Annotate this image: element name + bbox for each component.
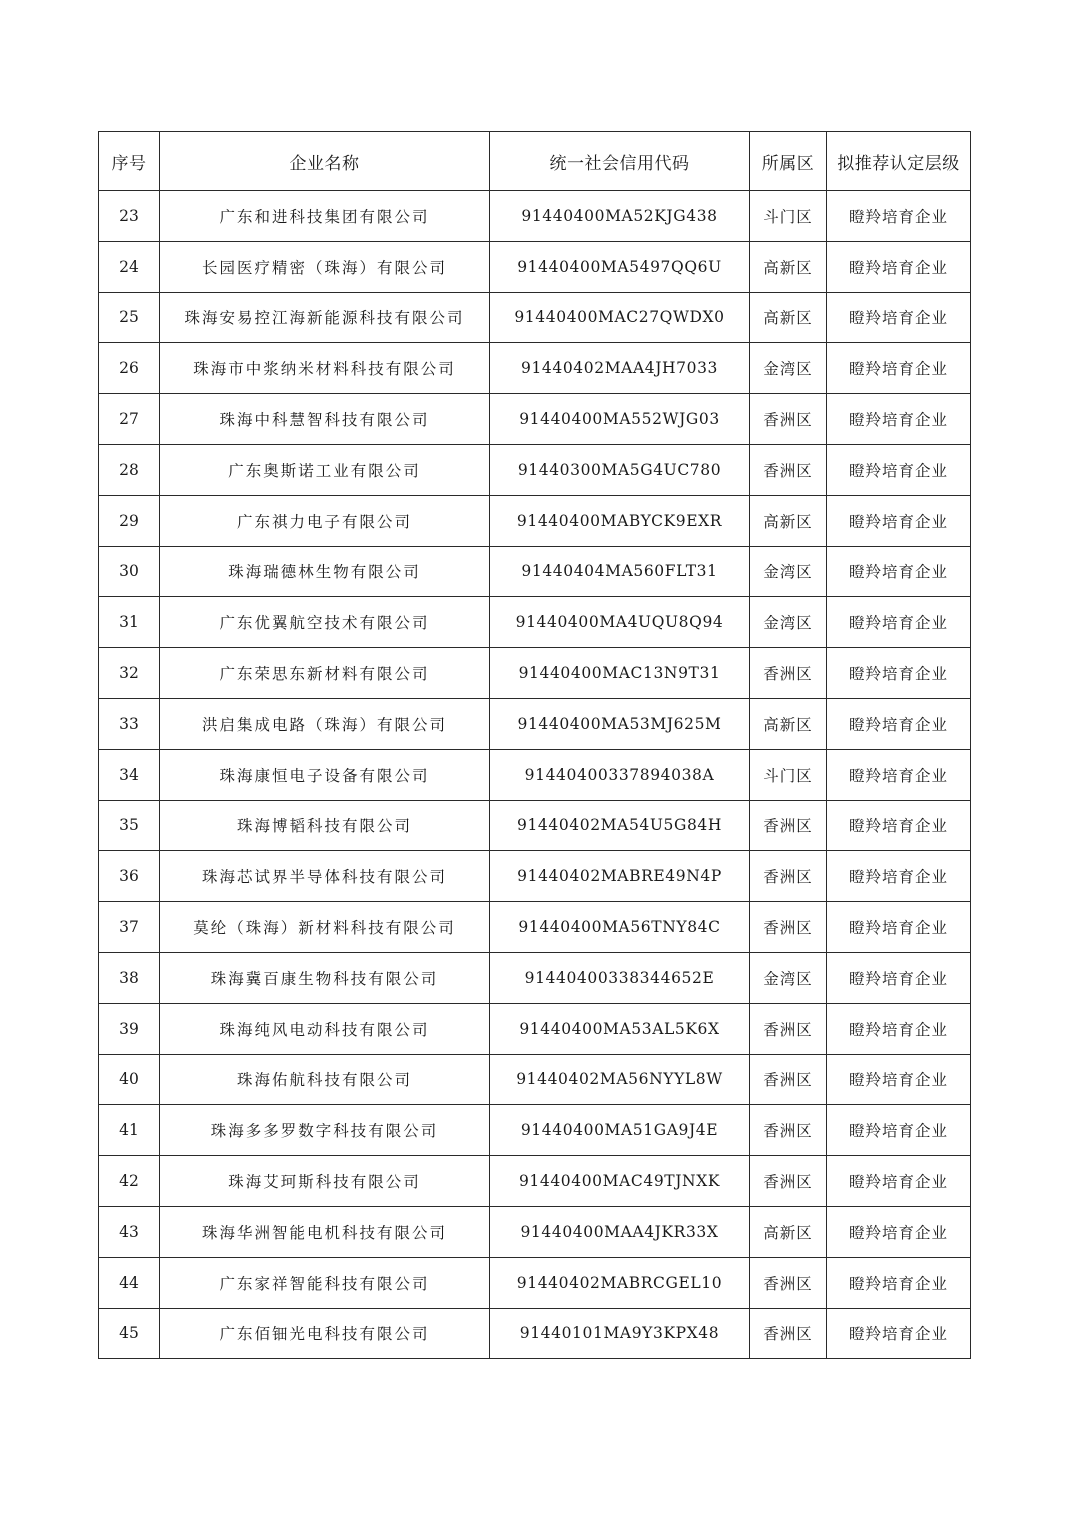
serial-cell: 33 bbox=[99, 698, 160, 749]
level-cell: 瞪羚培育企业 bbox=[827, 902, 971, 953]
header-company-name: 企业名称 bbox=[160, 132, 490, 191]
serial-cell: 34 bbox=[99, 749, 160, 800]
credit-code-cell: 91440400MA52KJG438 bbox=[490, 191, 750, 242]
district-cell: 金湾区 bbox=[750, 952, 827, 1003]
header-serial: 序号 bbox=[99, 132, 160, 191]
serial-cell: 36 bbox=[99, 851, 160, 902]
serial-cell: 39 bbox=[99, 1003, 160, 1054]
level-cell: 瞪羚培育企业 bbox=[827, 1054, 971, 1105]
level-cell: 瞪羚培育企业 bbox=[827, 1257, 971, 1308]
table-row bbox=[99, 1308, 971, 1359]
district-cell: 高新区 bbox=[750, 292, 827, 343]
company-name-cell: 珠海安易控江海新能源科技有限公司 bbox=[160, 292, 490, 343]
serial-cell: 30 bbox=[99, 546, 160, 597]
company-name-cell: 珠海博韬科技有限公司 bbox=[160, 800, 490, 851]
company-name-cell: 珠海芯试界半导体科技有限公司 bbox=[160, 851, 490, 902]
company-name-cell: 莫纶（珠海）新材料科技有限公司 bbox=[160, 902, 490, 953]
district-cell: 香洲区 bbox=[750, 800, 827, 851]
table-row bbox=[99, 495, 971, 546]
district-cell: 香洲区 bbox=[750, 648, 827, 699]
district-cell: 香洲区 bbox=[750, 1105, 827, 1156]
company-name-cell: 珠海冀百康生物科技有限公司 bbox=[160, 952, 490, 1003]
level-cell: 瞪羚培育企业 bbox=[827, 495, 971, 546]
level-cell: 瞪羚培育企业 bbox=[827, 444, 971, 495]
table-row bbox=[99, 292, 971, 343]
serial-cell: 27 bbox=[99, 394, 160, 445]
credit-code-cell: 91440400MA51GA9J4E bbox=[490, 1105, 750, 1156]
enterprise-table bbox=[98, 131, 971, 1359]
credit-code-cell: 91440400MA53MJ625M bbox=[490, 698, 750, 749]
credit-code-cell: 91440400MA56TNY84C bbox=[490, 902, 750, 953]
serial-cell: 45 bbox=[99, 1308, 160, 1359]
district-cell: 高新区 bbox=[750, 495, 827, 546]
district-cell: 斗门区 bbox=[750, 191, 827, 242]
table-header-row bbox=[99, 132, 971, 191]
company-name-cell: 珠海华洲智能电机科技有限公司 bbox=[160, 1206, 490, 1257]
level-cell: 瞪羚培育企业 bbox=[827, 1003, 971, 1054]
district-cell: 香洲区 bbox=[750, 1054, 827, 1105]
table-row bbox=[99, 851, 971, 902]
credit-code-cell: 91440402MABRCGEL10 bbox=[490, 1257, 750, 1308]
credit-code-cell: 91440400MABYCK9EXR bbox=[490, 495, 750, 546]
company-name-cell: 广东荣思东新材料有限公司 bbox=[160, 648, 490, 699]
table-row bbox=[99, 749, 971, 800]
table-row bbox=[99, 597, 971, 648]
serial-cell: 40 bbox=[99, 1054, 160, 1105]
credit-code-cell: 914404003378940​38A bbox=[490, 749, 750, 800]
table-row bbox=[99, 191, 971, 242]
table-row bbox=[99, 1003, 971, 1054]
serial-cell: 29 bbox=[99, 495, 160, 546]
header-district: 所属区 bbox=[750, 132, 827, 191]
company-name-cell: 广东佰钿光电科技有限公司 bbox=[160, 1308, 490, 1359]
company-name-cell: 珠海艾珂斯科技有限公司 bbox=[160, 1156, 490, 1207]
district-cell: 金湾区 bbox=[750, 597, 827, 648]
company-name-cell: 珠海瑞德林生物有限公司 bbox=[160, 546, 490, 597]
serial-cell: 41 bbox=[99, 1105, 160, 1156]
level-cell: 瞪羚培育企业 bbox=[827, 698, 971, 749]
table-row bbox=[99, 394, 971, 445]
district-cell: 香洲区 bbox=[750, 1308, 827, 1359]
table-row bbox=[99, 1257, 971, 1308]
district-cell: 香洲区 bbox=[750, 1156, 827, 1207]
level-cell: 瞪羚培育企业 bbox=[827, 800, 971, 851]
level-cell: 瞪羚培育企业 bbox=[827, 1206, 971, 1257]
serial-cell: 28 bbox=[99, 444, 160, 495]
credit-code-cell: 91440404MA560FLT31 bbox=[490, 546, 750, 597]
level-cell: 瞪羚培育企业 bbox=[827, 952, 971, 1003]
header-level: 拟推荐认定层级 bbox=[827, 132, 971, 191]
table-row bbox=[99, 241, 971, 292]
level-cell: 瞪羚培育企业 bbox=[827, 1156, 971, 1207]
district-cell: 高新区 bbox=[750, 241, 827, 292]
company-name-cell: 珠海佑航科技有限公司 bbox=[160, 1054, 490, 1105]
company-name-cell: 珠海纯风电动科技有限公司 bbox=[160, 1003, 490, 1054]
district-cell: 香洲区 bbox=[750, 444, 827, 495]
serial-cell: 38 bbox=[99, 952, 160, 1003]
level-cell: 瞪羚培育企业 bbox=[827, 1308, 971, 1359]
serial-cell: 37 bbox=[99, 902, 160, 953]
header-credit-code: 统一社会信用代码 bbox=[490, 132, 750, 191]
company-name-cell: 珠海多多罗数字科技有限公司 bbox=[160, 1105, 490, 1156]
credit-code-cell: 91440400338344652E bbox=[490, 952, 750, 1003]
table-row bbox=[99, 343, 971, 394]
serial-cell: 43 bbox=[99, 1206, 160, 1257]
credit-code-cell: 91440400MA53AL5K6X bbox=[490, 1003, 750, 1054]
table-row bbox=[99, 1206, 971, 1257]
level-cell: 瞪羚培育企业 bbox=[827, 1105, 971, 1156]
company-name-cell: 珠海康恒电子设备有限公司 bbox=[160, 749, 490, 800]
credit-code-cell: 91440400MA5497QQ6U bbox=[490, 241, 750, 292]
level-cell: 瞪羚培育企业 bbox=[827, 394, 971, 445]
table-row bbox=[99, 1054, 971, 1105]
company-name-cell: 广东祺力电子有限公司 bbox=[160, 495, 490, 546]
table-row bbox=[99, 800, 971, 851]
company-name-cell: 广东家祥智能科技有限公司 bbox=[160, 1257, 490, 1308]
district-cell: 斗门区 bbox=[750, 749, 827, 800]
company-name-cell: 珠海中科慧智科技有限公司 bbox=[160, 394, 490, 445]
credit-code-cell: 91440402MAA4JH7033 bbox=[490, 343, 750, 394]
table-row bbox=[99, 546, 971, 597]
table-row bbox=[99, 698, 971, 749]
table-row bbox=[99, 902, 971, 953]
district-cell: 金湾区 bbox=[750, 343, 827, 394]
district-cell: 高新区 bbox=[750, 1206, 827, 1257]
level-cell: 瞪羚培育企业 bbox=[827, 241, 971, 292]
serial-cell: 35 bbox=[99, 800, 160, 851]
serial-cell: 32 bbox=[99, 648, 160, 699]
credit-code-cell: 91440400MAA4JKR33X bbox=[490, 1206, 750, 1257]
table-row bbox=[99, 1156, 971, 1207]
table-row bbox=[99, 444, 971, 495]
level-cell: 瞪羚培育企业 bbox=[827, 343, 971, 394]
table-row bbox=[99, 952, 971, 1003]
credit-code-cell: 91440400MAC27QWDX0 bbox=[490, 292, 750, 343]
level-cell: 瞪羚培育企业 bbox=[827, 292, 971, 343]
serial-cell: 24 bbox=[99, 241, 160, 292]
company-name-cell: 广东优翼航空技术有限公司 bbox=[160, 597, 490, 648]
company-name-cell: 广东奥斯诺工业有限公司 bbox=[160, 444, 490, 495]
company-name-cell: 广东和进科技集团有限公司 bbox=[160, 191, 490, 242]
table-row bbox=[99, 1105, 971, 1156]
credit-code-cell: 91440402MABRE49N4P bbox=[490, 851, 750, 902]
credit-code-cell: 91440400MAC13N9T31 bbox=[490, 648, 750, 699]
level-cell: 瞪羚培育企业 bbox=[827, 546, 971, 597]
level-cell: 瞪羚培育企业 bbox=[827, 597, 971, 648]
credit-code-cell: 91440101MA9Y3KPX48 bbox=[490, 1308, 750, 1359]
level-cell: 瞪羚培育企业 bbox=[827, 851, 971, 902]
company-name-cell: 洪启集成电路（珠海）有限公司 bbox=[160, 698, 490, 749]
district-cell: 香洲区 bbox=[750, 394, 827, 445]
level-cell: 瞪羚培育企业 bbox=[827, 648, 971, 699]
credit-code-cell: 91440402MA56NYYL8W bbox=[490, 1054, 750, 1105]
company-name-cell: 珠海市中浆纳米材料科技有限公司 bbox=[160, 343, 490, 394]
company-name-cell: 长园医疗精密（珠海）有限公司 bbox=[160, 241, 490, 292]
credit-code-cell: 91440400MA4UQU8Q94 bbox=[490, 597, 750, 648]
credit-code-cell: 91440402MA54U5G84H bbox=[490, 800, 750, 851]
table-row bbox=[99, 648, 971, 699]
serial-cell: 23 bbox=[99, 191, 160, 242]
level-cell: 瞪羚培育企业 bbox=[827, 191, 971, 242]
district-cell: 香洲区 bbox=[750, 902, 827, 953]
district-cell: 金湾区 bbox=[750, 546, 827, 597]
serial-cell: 25 bbox=[99, 292, 160, 343]
serial-cell: 44 bbox=[99, 1257, 160, 1308]
district-cell: 香洲区 bbox=[750, 1257, 827, 1308]
district-cell: 高新区 bbox=[750, 698, 827, 749]
level-cell: 瞪羚培育企业 bbox=[827, 749, 971, 800]
serial-cell: 31 bbox=[99, 597, 160, 648]
credit-code-cell: 91440400MA552WJG03 bbox=[490, 394, 750, 445]
credit-code-cell: 91440300MA5G4UC780 bbox=[490, 444, 750, 495]
district-cell: 香洲区 bbox=[750, 851, 827, 902]
district-cell: 香洲区 bbox=[750, 1003, 827, 1054]
serial-cell: 42 bbox=[99, 1156, 160, 1207]
credit-code-cell: 91440400MAC49TJNXK bbox=[490, 1156, 750, 1207]
serial-cell: 26 bbox=[99, 343, 160, 394]
